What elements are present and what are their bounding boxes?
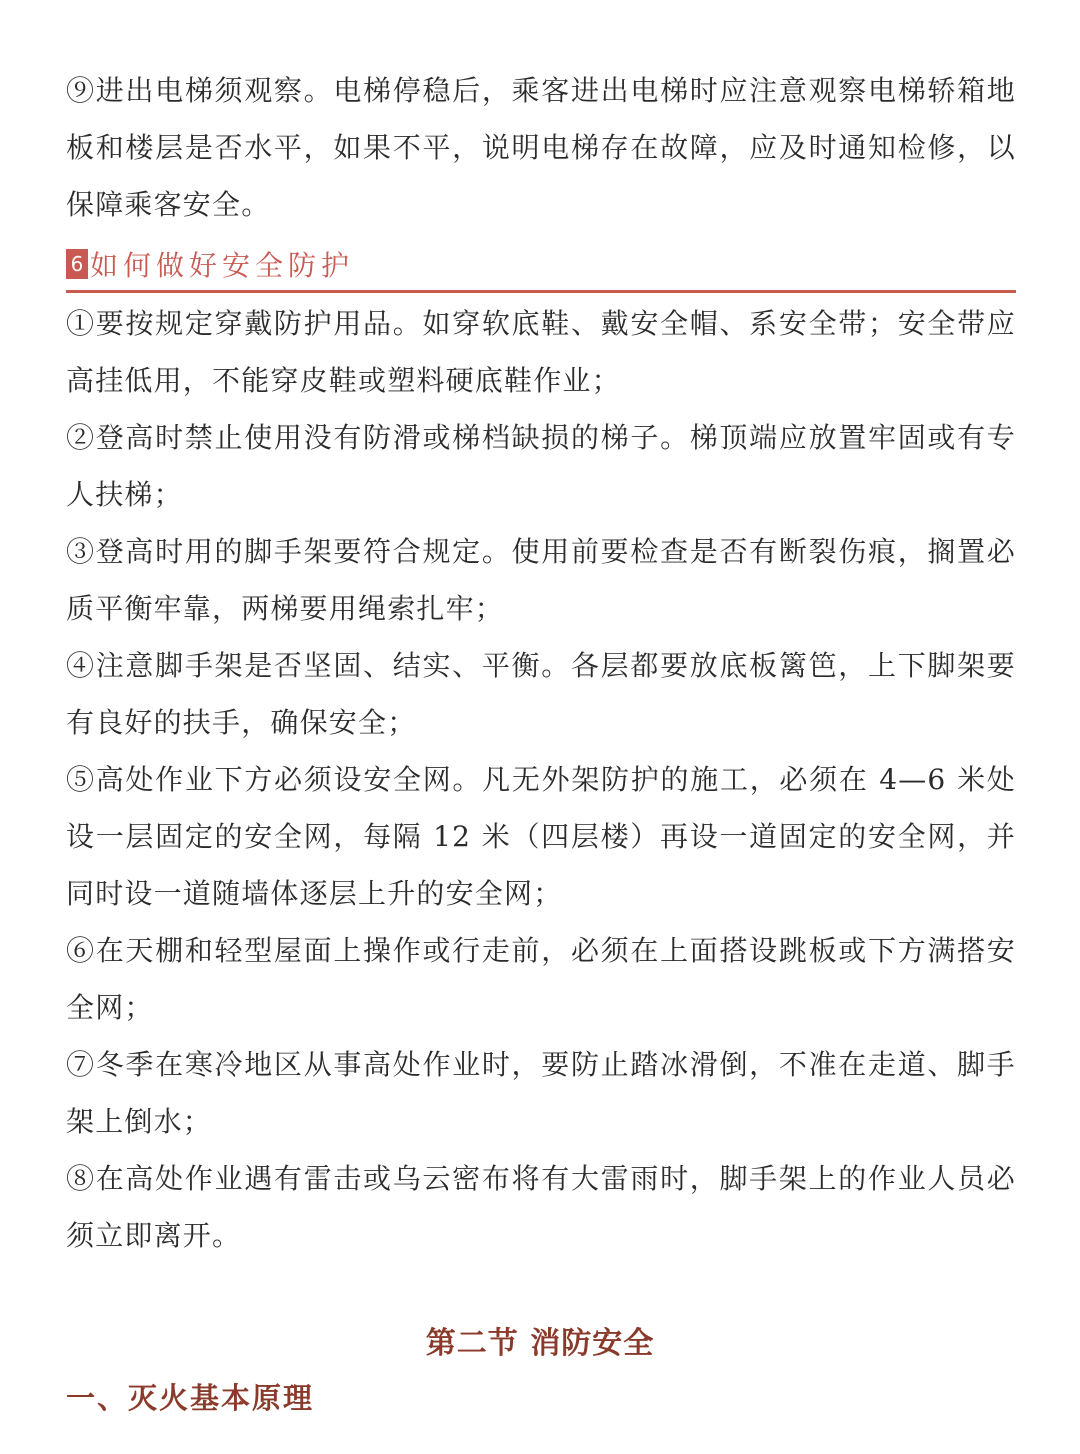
list-item: ③登高时用的脚手架要符合规定。使用前要检查是否有断裂伤痕，搁置必质平衡牢靠，两梯要用绳索扎牢； (66, 535, 1016, 625)
section-header (66, 238, 1016, 293)
list-item: ⑥在天棚和轻型屋面上操作或行走前，必须在上面搭设跳板或下方满搭安全网； (66, 934, 1016, 1024)
list-item: ⑦冬季在寒冷地区从事高处作业时，要防止踏冰滑倒，不准在走道、脚手架上倒水； (66, 1048, 1016, 1138)
subsection-title: 一、灭火基本原理 (66, 1381, 315, 1415)
list-item: ④注意脚手架是否坚固、结实、平衡。各层都要放底板篱笆，上下脚架要有良好的扶手，确保安全； (66, 649, 1016, 739)
list-item: ⑤高处作业下方必须设安全网。凡无外架防护的施工，必须在 4—6 米处设一层固定的安全网，每隔 12 米（四层楼）再设一道固定的安全网，并同时设一道随墙体逐层上升的安全网； (66, 763, 1016, 910)
document-body (66, 62, 1016, 1264)
protection-list (66, 295, 1016, 1264)
section-title: 如何做好安全防护 (90, 249, 355, 282)
list-item: ⑧在高处作业遇有雷击或乌云密布将有大雷雨时，脚手架上的作业人员必须立即离开。 (66, 1162, 1016, 1252)
intro-item-9: ⑨进出电梯须观察。电梯停稳后，乘客进出电梯时应注意观察电梯轿箱地板和楼层是否水平，如果不平，说明电梯存在故障，应及时通知检修，以保障乘客安全。 (66, 74, 1016, 221)
list-item: ②登高时禁止使用没有防滑或梯档缺损的梯子。梯顶端应放置牢固或有专人扶梯； (66, 421, 1016, 511)
list-item: ①要按规定穿戴防护用品。如穿软底鞋、戴安全帽、系安全带；安全带应高挂低用，不能穿皮鞋或塑料硬底鞋作业； (66, 307, 1016, 397)
chapter-title: 第二节 消防安全 (425, 1326, 655, 1361)
section-number-badge: 6 (66, 249, 88, 279)
